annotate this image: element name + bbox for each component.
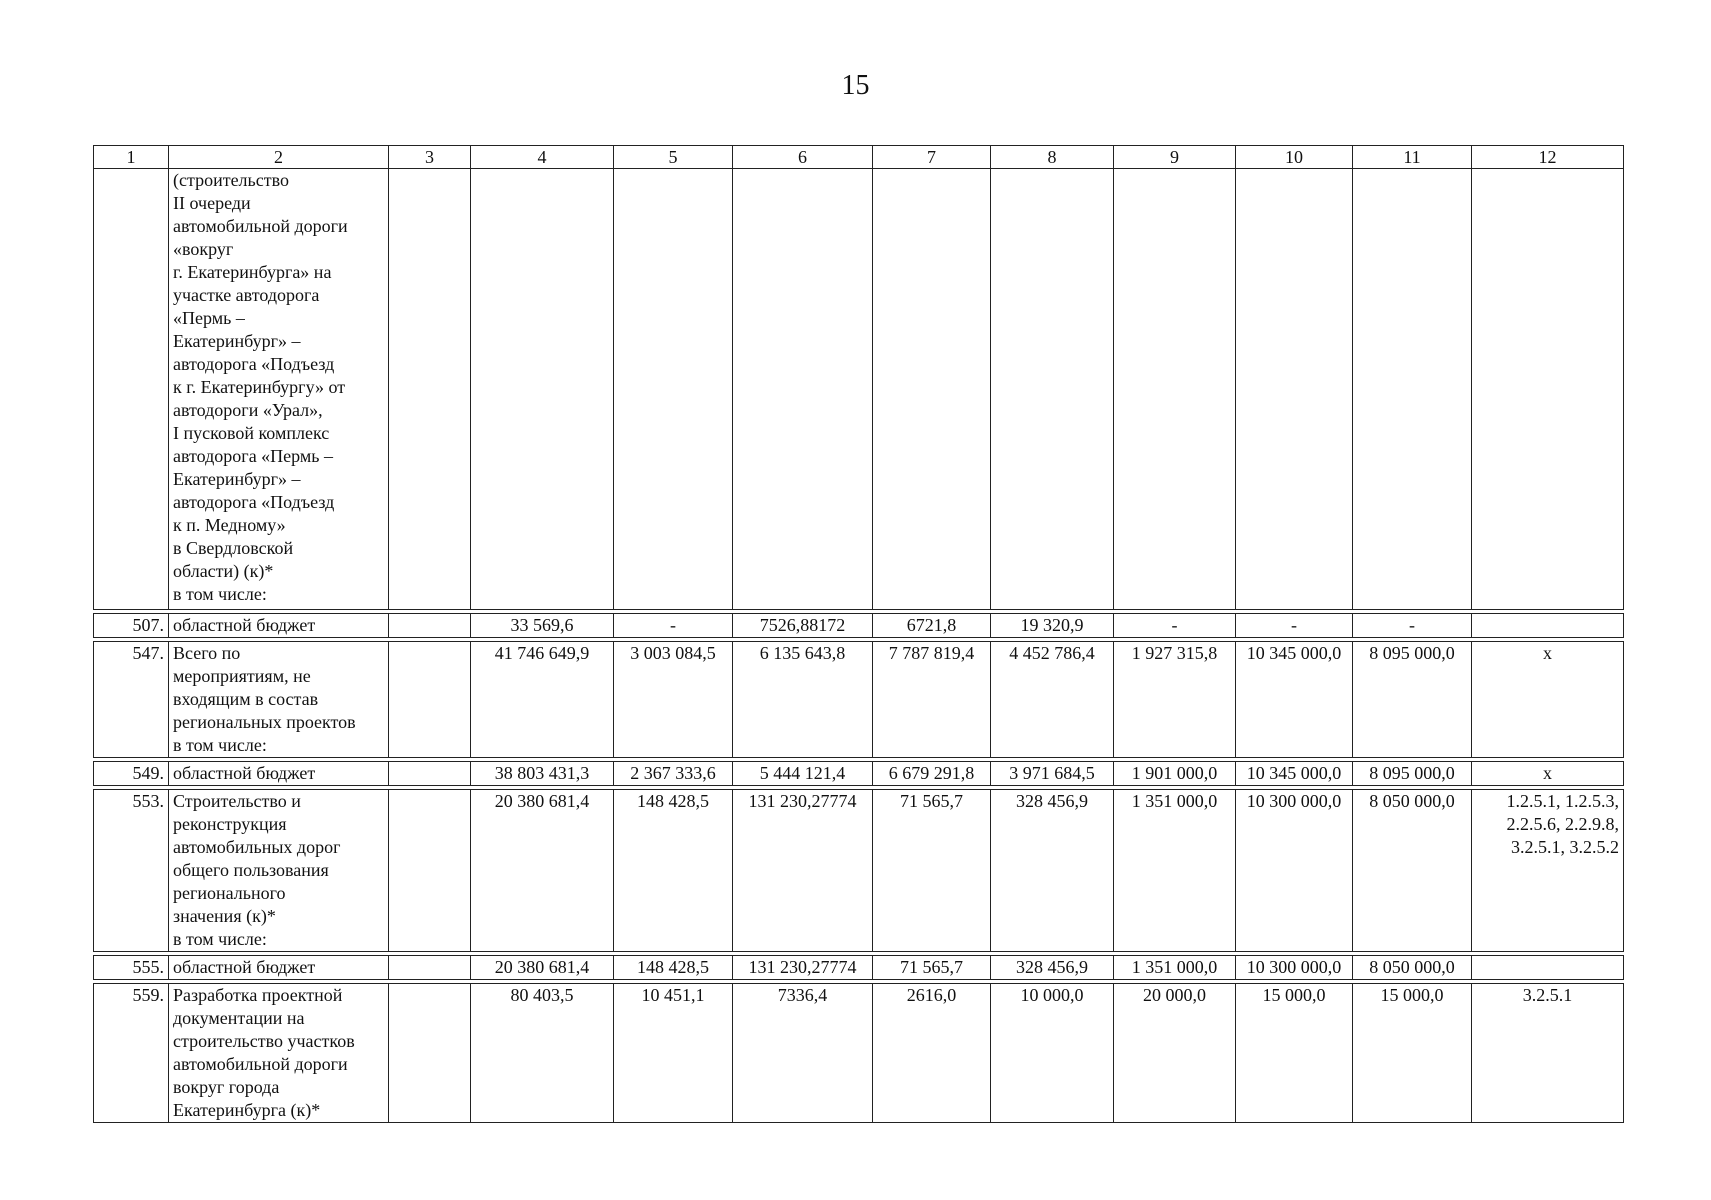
- table-cell-col-8: 3 971 684,5: [991, 762, 1114, 786]
- table-cell-col-12: [1472, 956, 1624, 980]
- table-cell-col-12: х: [1472, 762, 1624, 786]
- table-cell-col-2: Строительство и реконструкция автомобильных дорог общего пользования регионального значения (к)* в том числе:: [169, 790, 389, 952]
- table-cell-col-5: 10 451,1: [614, 984, 733, 1123]
- table-cell-col-4: 33 569,6: [471, 614, 614, 638]
- column-header-6: 6: [733, 146, 873, 169]
- table-cell-col-8: 10 000,0: [991, 984, 1114, 1123]
- column-header-4: 4: [471, 146, 614, 169]
- page-number: 15: [841, 70, 870, 101]
- table-cell-col-12: 3.2.5.1: [1472, 984, 1624, 1123]
- table-cell-col-11: 8 095 000,0: [1353, 642, 1472, 758]
- table-cell-col-7: 6 679 291,8: [873, 762, 991, 786]
- table-cell-col-6: [733, 169, 873, 610]
- table-cell-col-8: 328 456,9: [991, 790, 1114, 952]
- column-header-12: 12: [1472, 146, 1624, 169]
- table-cell-col-7: [873, 169, 991, 610]
- table-cell-col-7: 7 787 819,4: [873, 642, 991, 758]
- table-cell-col-8: 4 452 786,4: [991, 642, 1114, 758]
- column-header-9: 9: [1114, 146, 1236, 169]
- table-cell-col-2: областной бюджет: [169, 956, 389, 980]
- table-cell-col-5: 148 428,5: [614, 790, 733, 952]
- table-cell-col-2: областной бюджет: [169, 614, 389, 638]
- table-cell-col-3: [389, 762, 471, 786]
- table-cell-col-11: 15 000,0: [1353, 984, 1472, 1123]
- table-row: [94, 762, 1624, 786]
- table-cell-col-3: [389, 956, 471, 980]
- table-cell-col-4: 80 403,5: [471, 984, 614, 1123]
- column-header-11: 11: [1353, 146, 1472, 169]
- table-body: [94, 146, 1624, 1123]
- table-cell-col-7: 71 565,7: [873, 956, 991, 980]
- header-row: [94, 146, 1624, 169]
- table-cell-col-12: [1472, 614, 1624, 638]
- table-cell-col-10: -: [1236, 614, 1353, 638]
- table-cell-col-6: 131 230,27774: [733, 956, 873, 980]
- table-cell-col-7: 6721,8: [873, 614, 991, 638]
- table-cell-col-4: 20 380 681,4: [471, 956, 614, 980]
- table-cell-col-1: 547.: [94, 642, 169, 758]
- table-cell-col-5: [614, 169, 733, 610]
- column-header-5: 5: [614, 146, 733, 169]
- table-cell-col-5: 148 428,5: [614, 956, 733, 980]
- table-cell-col-10: 10 300 000,0: [1236, 956, 1353, 980]
- table-cell-col-8: 19 320,9: [991, 614, 1114, 638]
- table-cell-col-9: 1 927 315,8: [1114, 642, 1236, 758]
- table-cell-col-5: -: [614, 614, 733, 638]
- table-cell-col-9: -: [1114, 614, 1236, 638]
- table-cell-col-9: 20 000,0: [1114, 984, 1236, 1123]
- table-cell-col-1: 553.: [94, 790, 169, 952]
- table-cell-col-3: [389, 169, 471, 610]
- table-cell-col-9: [1114, 169, 1236, 610]
- table-cell-col-1: 559.: [94, 984, 169, 1123]
- table-cell-col-4: 41 746 649,9: [471, 642, 614, 758]
- table-cell-col-10: 10 300 000,0: [1236, 790, 1353, 952]
- table-cell-col-8: [991, 169, 1114, 610]
- table-cell-col-11: 8 095 000,0: [1353, 762, 1472, 786]
- table-cell-col-2: Разработка проектной документации на строительство участков автомобильной дороги вокруг города Екатеринбурга (к)*: [169, 984, 389, 1123]
- column-header-1: 1: [94, 146, 169, 169]
- table-cell-col-9: 1 351 000,0: [1114, 956, 1236, 980]
- table-cell-col-6: 5 444 121,4: [733, 762, 873, 786]
- table-cell-col-8: 328 456,9: [991, 956, 1114, 980]
- table-cell-col-2: областной бюджет: [169, 762, 389, 786]
- table-cell-col-4: [471, 169, 614, 610]
- table-cell-col-10: [1236, 169, 1353, 610]
- table-cell-col-5: 3 003 084,5: [614, 642, 733, 758]
- table-cell-col-9: 1 351 000,0: [1114, 790, 1236, 952]
- table-row: [94, 790, 1624, 952]
- table-row: [94, 169, 1624, 610]
- column-header-8: 8: [991, 146, 1114, 169]
- table-cell-col-11: [1353, 169, 1472, 610]
- column-header-2: 2: [169, 146, 389, 169]
- table-cell-col-3: [389, 984, 471, 1123]
- table-cell-col-3: [389, 790, 471, 952]
- table-cell-col-1: 507.: [94, 614, 169, 638]
- table-cell-col-7: 2616,0: [873, 984, 991, 1123]
- table-cell-col-11: 8 050 000,0: [1353, 956, 1472, 980]
- table-cell-col-1: 549.: [94, 762, 169, 786]
- table-cell-col-3: [389, 642, 471, 758]
- column-header-3: 3: [389, 146, 471, 169]
- table-cell-col-6: 7526,88172: [733, 614, 873, 638]
- table-cell-col-4: 38 803 431,3: [471, 762, 614, 786]
- table-cell-col-1: [94, 169, 169, 610]
- column-header-10: 10: [1236, 146, 1353, 169]
- table-cell-col-10: 10 345 000,0: [1236, 762, 1353, 786]
- table-cell-col-11: 8 050 000,0: [1353, 790, 1472, 952]
- table-cell-col-5: 2 367 333,6: [614, 762, 733, 786]
- table-row: [94, 984, 1624, 1123]
- table-cell-col-6: 7336,4: [733, 984, 873, 1123]
- column-header-7: 7: [873, 146, 991, 169]
- table-cell-col-12: [1472, 169, 1624, 610]
- table-cell-col-6: 6 135 643,8: [733, 642, 873, 758]
- table-cell-col-3: [389, 614, 471, 638]
- table-cell-col-2: Всего по мероприятиям, не входящим в состав региональных проектов в том числе:: [169, 642, 389, 758]
- table-row: [94, 642, 1624, 758]
- table-cell-col-12: х: [1472, 642, 1624, 758]
- table-cell-col-12: 1.2.5.1, 1.2.5.3, 2.2.5.6, 2.2.9.8, 3.2.5.1, 3.2.5.2: [1472, 790, 1624, 952]
- table-cell-col-1: 555.: [94, 956, 169, 980]
- table-cell-col-9: 1 901 000,0: [1114, 762, 1236, 786]
- table-row: [94, 956, 1624, 980]
- table-cell-col-7: 71 565,7: [873, 790, 991, 952]
- program-table: [93, 145, 1624, 1123]
- table-cell-col-10: 10 345 000,0: [1236, 642, 1353, 758]
- table-cell-col-6: 131 230,27774: [733, 790, 873, 952]
- table-cell-col-10: 15 000,0: [1236, 984, 1353, 1123]
- table-cell-col-2: (строительство II очереди автомобильной дороги «вокруг г. Екатеринбурга» на участке автодорога «Пермь – Екатеринбург» – автодорога «Подъезд к г. Екатеринбургу» от автодороги «Урал», I пусковой комплекс автодорога «Пермь – Екатеринбург» – автодорога «Подъезд к п. Медному» в Свердловской области) (к)* в том числе:: [169, 169, 389, 610]
- table-cell-col-11: -: [1353, 614, 1472, 638]
- table-cell-col-4: 20 380 681,4: [471, 790, 614, 952]
- table-row: [94, 614, 1624, 638]
